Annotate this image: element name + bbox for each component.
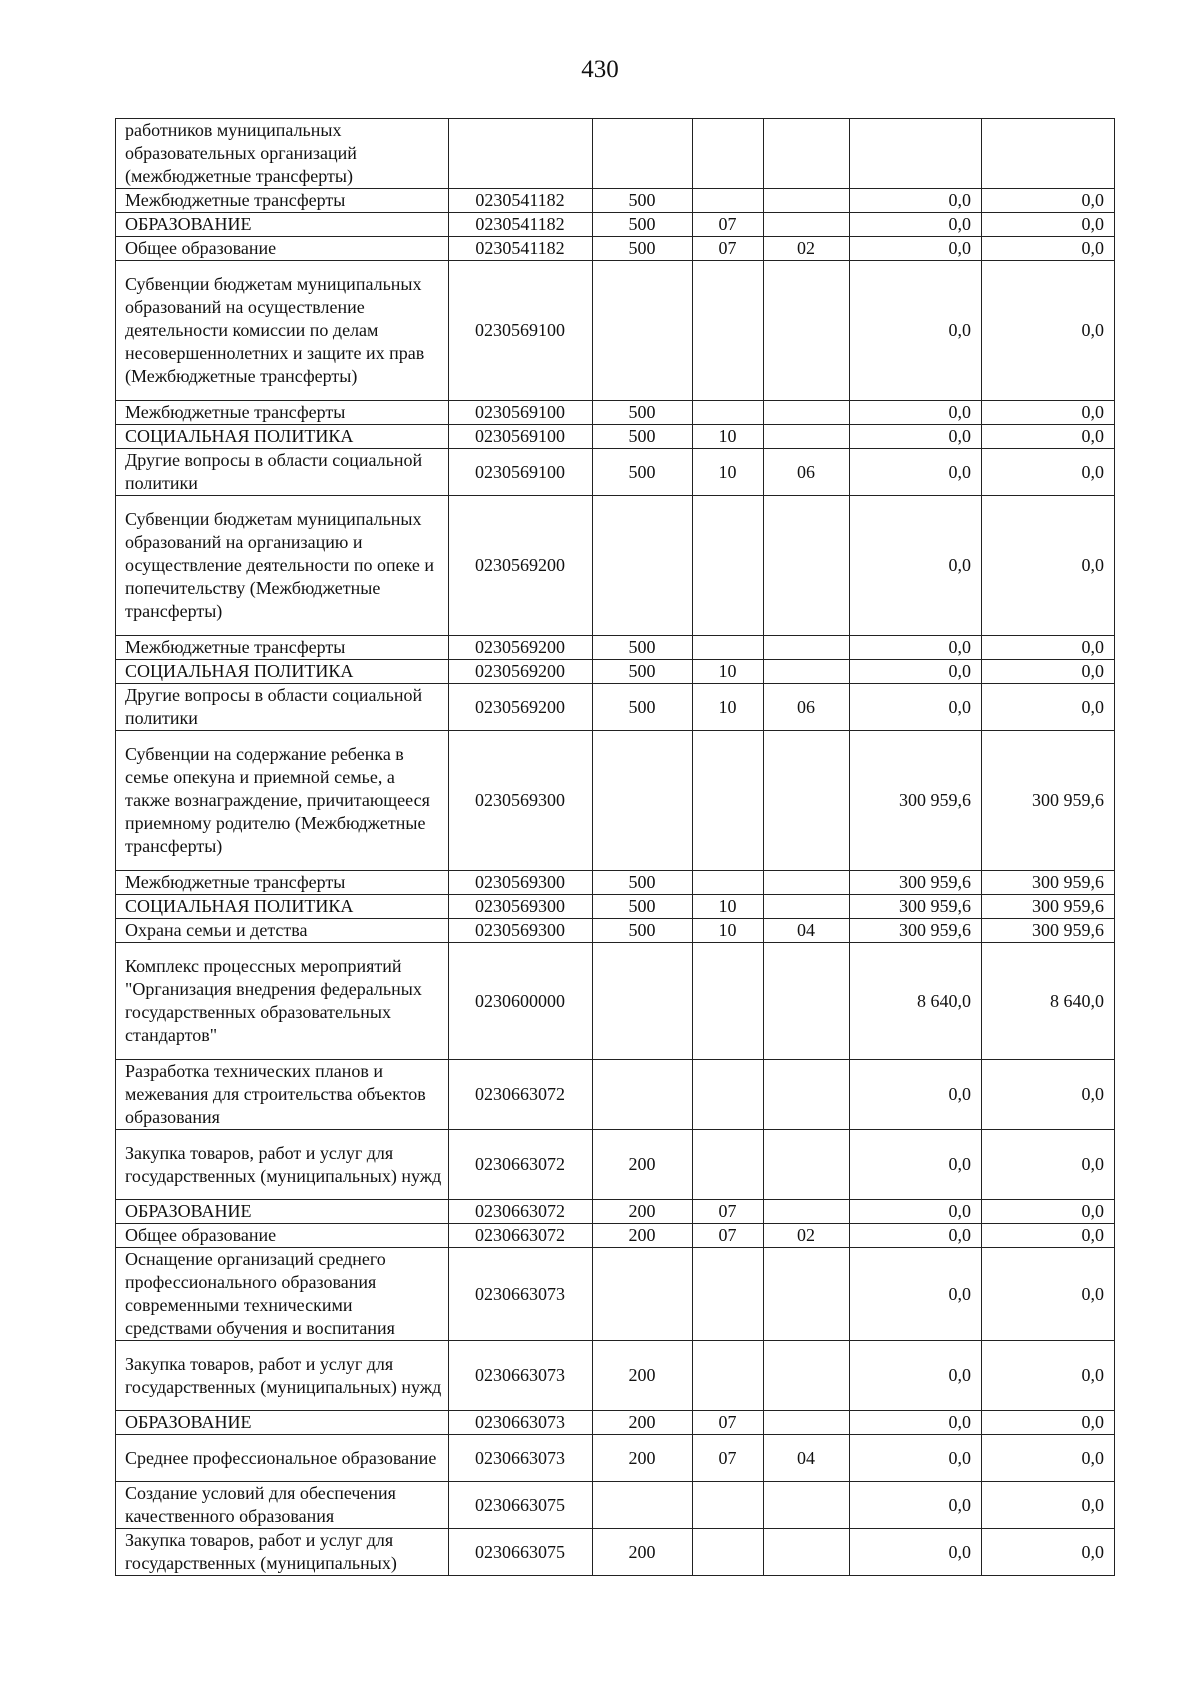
cell-name: Оснащение организаций среднего профессионального образования современными техническими средствами обучения и воспитания: [116, 1248, 449, 1341]
cell-csr-code: 0230663073: [449, 1248, 593, 1341]
cell-section: [693, 1482, 764, 1529]
cell-section: 10: [693, 660, 764, 684]
cell-expense-type: 500: [593, 871, 693, 895]
cell-subsection: 04: [764, 1435, 850, 1482]
cell-amount-2: [982, 119, 1115, 189]
cell-subsection: [764, 871, 850, 895]
cell-expense-type: [593, 1482, 693, 1529]
table-row: [116, 189, 1115, 213]
cell-section: [693, 119, 764, 189]
cell-amount-1: 300 959,6: [850, 871, 982, 895]
cell-amount-2: 0,0: [982, 1435, 1115, 1482]
table-row: [116, 1341, 1115, 1411]
cell-amount-1: [850, 119, 982, 189]
cell-name: Другие вопросы в области социальной политики: [116, 449, 449, 496]
cell-csr-code: 0230569300: [449, 731, 593, 871]
cell-amount-2: 0,0: [982, 189, 1115, 213]
cell-expense-type: 200: [593, 1411, 693, 1435]
cell-csr-code: [449, 119, 593, 189]
table-row: [116, 636, 1115, 660]
cell-amount-1: 0,0: [850, 1060, 982, 1130]
cell-section: [693, 943, 764, 1060]
cell-amount-1: 0,0: [850, 425, 982, 449]
cell-expense-type: [593, 1248, 693, 1341]
cell-amount-2: 0,0: [982, 496, 1115, 636]
table-row: [116, 119, 1115, 189]
cell-expense-type: 200: [593, 1341, 693, 1411]
cell-name: Закупка товаров, работ и услуг для государственных (муниципальных): [116, 1529, 449, 1576]
cell-csr-code: 0230663073: [449, 1341, 593, 1411]
cell-expense-type: 200: [593, 1200, 693, 1224]
cell-amount-1: 0,0: [850, 684, 982, 731]
cell-subsection: [764, 1482, 850, 1529]
cell-amount-1: 0,0: [850, 449, 982, 496]
cell-subsection: [764, 1060, 850, 1130]
table-row: [116, 1411, 1115, 1435]
cell-subsection: 04: [764, 919, 850, 943]
cell-expense-type: 200: [593, 1224, 693, 1248]
cell-amount-2: 0,0: [982, 1224, 1115, 1248]
table-row: [116, 1529, 1115, 1576]
cell-name: работников муниципальных образовательных организаций (межбюджетные трансферты): [116, 119, 449, 189]
cell-subsection: 06: [764, 449, 850, 496]
cell-subsection: [764, 496, 850, 636]
cell-amount-2: 300 959,6: [982, 871, 1115, 895]
cell-amount-2: 300 959,6: [982, 895, 1115, 919]
cell-subsection: 06: [764, 684, 850, 731]
table-row: [116, 943, 1115, 1060]
cell-name: Субвенции на содержание ребенка в семье опекуна и приемной семье, а также вознаграждение, причитающееся приемному родителю (Межбюджетные трансферты): [116, 731, 449, 871]
cell-amount-1: 0,0: [850, 1200, 982, 1224]
cell-amount-1: 300 959,6: [850, 919, 982, 943]
cell-name: Субвенции бюджетам муниципальных образований на организацию и осуществление деятельности по опеке и попечительству (Межбюджетные трансферты): [116, 496, 449, 636]
cell-amount-2: 0,0: [982, 1200, 1115, 1224]
table-row: [116, 1248, 1115, 1341]
cell-amount-2: 0,0: [982, 213, 1115, 237]
cell-expense-type: [593, 1060, 693, 1130]
table-body: [116, 119, 1115, 1576]
cell-amount-2: 300 959,6: [982, 919, 1115, 943]
cell-csr-code: 0230541182: [449, 213, 593, 237]
table-row: [116, 1482, 1115, 1529]
cell-expense-type: 500: [593, 213, 693, 237]
cell-amount-1: 300 959,6: [850, 731, 982, 871]
cell-expense-type: 500: [593, 660, 693, 684]
cell-expense-type: 200: [593, 1435, 693, 1482]
cell-name: Общее образование: [116, 237, 449, 261]
cell-csr-code: 0230600000: [449, 943, 593, 1060]
cell-csr-code: 0230663072: [449, 1130, 593, 1200]
cell-section: [693, 636, 764, 660]
table-row: [116, 401, 1115, 425]
table-row: [116, 731, 1115, 871]
cell-csr-code: 0230663072: [449, 1060, 593, 1130]
cell-name: ОБРАЗОВАНИЕ: [116, 213, 449, 237]
cell-amount-2: 0,0: [982, 449, 1115, 496]
table-row: [116, 1130, 1115, 1200]
cell-expense-type: 500: [593, 895, 693, 919]
cell-subsection: [764, 943, 850, 1060]
cell-section: 10: [693, 425, 764, 449]
cell-expense-type: 500: [593, 401, 693, 425]
cell-name: Закупка товаров, работ и услуг для государственных (муниципальных) нужд: [116, 1130, 449, 1200]
cell-amount-2: 0,0: [982, 1060, 1115, 1130]
cell-section: 07: [693, 1200, 764, 1224]
cell-section: 10: [693, 684, 764, 731]
cell-csr-code: 0230569200: [449, 636, 593, 660]
cell-expense-type: 500: [593, 189, 693, 213]
budget-table: [115, 118, 1115, 1576]
cell-csr-code: 0230663075: [449, 1482, 593, 1529]
cell-section: [693, 1248, 764, 1341]
cell-subsection: [764, 401, 850, 425]
cell-subsection: [764, 213, 850, 237]
cell-section: 10: [693, 895, 764, 919]
cell-name: Межбюджетные трансферты: [116, 401, 449, 425]
cell-amount-1: 300 959,6: [850, 895, 982, 919]
table-row: [116, 1224, 1115, 1248]
table-row: [116, 261, 1115, 401]
cell-amount-1: 0,0: [850, 496, 982, 636]
cell-amount-1: 0,0: [850, 1248, 982, 1341]
cell-name: Создание условий для обеспечения качественного образования: [116, 1482, 449, 1529]
cell-section: [693, 1060, 764, 1130]
table-row: [116, 871, 1115, 895]
cell-expense-type: [593, 119, 693, 189]
cell-subsection: [764, 1200, 850, 1224]
cell-name: Комплекс процессных мероприятий "Организация внедрения федеральных государственных образовательных стандартов": [116, 943, 449, 1060]
cell-section: 10: [693, 449, 764, 496]
cell-name: ОБРАЗОВАНИЕ: [116, 1411, 449, 1435]
cell-name: Среднее профессиональное образование: [116, 1435, 449, 1482]
cell-csr-code: 0230569100: [449, 401, 593, 425]
table-row: [116, 1060, 1115, 1130]
cell-csr-code: 0230541182: [449, 189, 593, 213]
cell-expense-type: 200: [593, 1130, 693, 1200]
cell-section: [693, 496, 764, 636]
cell-csr-code: 0230569200: [449, 496, 593, 636]
table-row: [116, 1200, 1115, 1224]
cell-section: [693, 731, 764, 871]
cell-amount-2: 8 640,0: [982, 943, 1115, 1060]
cell-amount-2: 0,0: [982, 237, 1115, 261]
cell-subsection: [764, 636, 850, 660]
cell-csr-code: 0230569300: [449, 895, 593, 919]
cell-amount-1: 0,0: [850, 660, 982, 684]
cell-csr-code: 0230569100: [449, 261, 593, 401]
cell-amount-1: 0,0: [850, 1482, 982, 1529]
cell-amount-2: 0,0: [982, 261, 1115, 401]
cell-section: [693, 189, 764, 213]
cell-csr-code: 0230569100: [449, 449, 593, 496]
cell-amount-1: 0,0: [850, 1529, 982, 1576]
cell-amount-1: 0,0: [850, 1130, 982, 1200]
cell-csr-code: 0230663073: [449, 1411, 593, 1435]
cell-name: Закупка товаров, работ и услуг для государственных (муниципальных) нужд: [116, 1341, 449, 1411]
cell-section: [693, 401, 764, 425]
table-row: [116, 919, 1115, 943]
cell-name: Межбюджетные трансферты: [116, 871, 449, 895]
cell-subsection: [764, 895, 850, 919]
cell-subsection: [764, 1341, 850, 1411]
table-row: [116, 449, 1115, 496]
table-row: [116, 496, 1115, 636]
cell-subsection: [764, 425, 850, 449]
cell-subsection: [764, 1130, 850, 1200]
table-row: [116, 1435, 1115, 1482]
cell-section: 07: [693, 237, 764, 261]
cell-csr-code: 0230663072: [449, 1224, 593, 1248]
cell-expense-type: [593, 943, 693, 1060]
cell-amount-2: 0,0: [982, 684, 1115, 731]
cell-subsection: [764, 261, 850, 401]
cell-amount-2: 0,0: [982, 425, 1115, 449]
cell-name: Охрана семьи и детства: [116, 919, 449, 943]
cell-amount-2: 0,0: [982, 660, 1115, 684]
cell-section: [693, 1529, 764, 1576]
table-row: [116, 895, 1115, 919]
cell-name: Субвенции бюджетам муниципальных образований на осуществление деятельности комиссии по делам несовершеннолетних и защите их прав (Межбюджетные трансферты): [116, 261, 449, 401]
cell-amount-1: 0,0: [850, 189, 982, 213]
cell-amount-1: 0,0: [850, 636, 982, 660]
cell-subsection: 02: [764, 1224, 850, 1248]
cell-csr-code: 0230663075: [449, 1529, 593, 1576]
cell-csr-code: 0230569200: [449, 684, 593, 731]
cell-expense-type: 500: [593, 919, 693, 943]
cell-csr-code: 0230569300: [449, 871, 593, 895]
cell-csr-code: 0230569100: [449, 425, 593, 449]
cell-csr-code: 0230569300: [449, 919, 593, 943]
cell-amount-1: 0,0: [850, 1435, 982, 1482]
cell-section: 07: [693, 1224, 764, 1248]
cell-name: СОЦИАЛЬНАЯ ПОЛИТИКА: [116, 660, 449, 684]
cell-amount-1: 8 640,0: [850, 943, 982, 1060]
cell-amount-1: 0,0: [850, 401, 982, 425]
cell-amount-1: 0,0: [850, 1341, 982, 1411]
cell-amount-1: 0,0: [850, 261, 982, 401]
cell-csr-code: 0230663073: [449, 1435, 593, 1482]
cell-csr-code: 0230569200: [449, 660, 593, 684]
cell-section: 10: [693, 919, 764, 943]
cell-name: Межбюджетные трансферты: [116, 636, 449, 660]
cell-section: [693, 1341, 764, 1411]
cell-section: [693, 1130, 764, 1200]
cell-amount-2: 0,0: [982, 1130, 1115, 1200]
cell-name: Общее образование: [116, 1224, 449, 1248]
cell-csr-code: 0230663072: [449, 1200, 593, 1224]
cell-expense-type: 500: [593, 449, 693, 496]
cell-csr-code: 0230541182: [449, 237, 593, 261]
cell-expense-type: [593, 496, 693, 636]
cell-expense-type: [593, 731, 693, 871]
cell-section: 07: [693, 1411, 764, 1435]
cell-name: СОЦИАЛЬНАЯ ПОЛИТИКА: [116, 425, 449, 449]
cell-amount-1: 0,0: [850, 1224, 982, 1248]
cell-name: Другие вопросы в области социальной политики: [116, 684, 449, 731]
cell-subsection: [764, 1411, 850, 1435]
cell-expense-type: 500: [593, 237, 693, 261]
cell-expense-type: 500: [593, 425, 693, 449]
table-row: [116, 660, 1115, 684]
cell-subsection: [764, 1248, 850, 1341]
cell-expense-type: 500: [593, 636, 693, 660]
cell-section: 07: [693, 213, 764, 237]
cell-section: [693, 261, 764, 401]
cell-amount-2: 0,0: [982, 401, 1115, 425]
cell-section: 07: [693, 1435, 764, 1482]
cell-amount-1: 0,0: [850, 213, 982, 237]
cell-amount-2: 0,0: [982, 1248, 1115, 1341]
cell-subsection: [764, 660, 850, 684]
cell-subsection: [764, 1529, 850, 1576]
cell-name: Межбюджетные трансферты: [116, 189, 449, 213]
table-row: [116, 684, 1115, 731]
table-row: [116, 213, 1115, 237]
page-number: 430: [581, 56, 619, 83]
cell-name: СОЦИАЛЬНАЯ ПОЛИТИКА: [116, 895, 449, 919]
cell-subsection: [764, 189, 850, 213]
cell-expense-type: 200: [593, 1529, 693, 1576]
table-row: [116, 237, 1115, 261]
table-row: [116, 425, 1115, 449]
cell-amount-2: 0,0: [982, 1341, 1115, 1411]
cell-expense-type: 500: [593, 684, 693, 731]
cell-amount-1: 0,0: [850, 237, 982, 261]
cell-expense-type: [593, 261, 693, 401]
cell-amount-2: 0,0: [982, 1482, 1115, 1529]
cell-subsection: [764, 119, 850, 189]
cell-amount-2: 0,0: [982, 1529, 1115, 1576]
cell-section: [693, 871, 764, 895]
cell-name: ОБРАЗОВАНИЕ: [116, 1200, 449, 1224]
cell-amount-1: 0,0: [850, 1411, 982, 1435]
cell-amount-2: 0,0: [982, 636, 1115, 660]
cell-amount-2: 0,0: [982, 1411, 1115, 1435]
cell-name: Разработка технических планов и межевания для строительства объектов образования: [116, 1060, 449, 1130]
cell-amount-2: 300 959,6: [982, 731, 1115, 871]
cell-subsection: [764, 731, 850, 871]
cell-subsection: 02: [764, 237, 850, 261]
